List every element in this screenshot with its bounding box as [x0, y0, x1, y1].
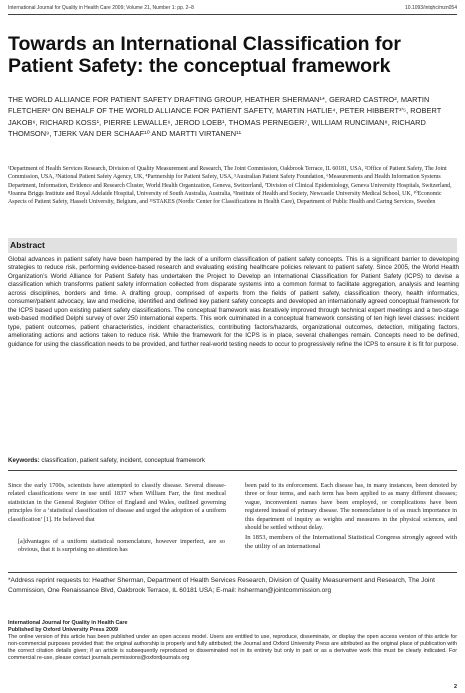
journal-name: International Journal for Quality in Health Care: [8, 620, 128, 626]
doi[interactable]: 10.1093/intqhc/mzn054: [405, 5, 457, 11]
body-right-paragraph: In 1853, members of the International Statistical Congress strongly agreed with the utility of an international: [245, 534, 457, 550]
journal-info: [8, 620, 457, 663]
footnote-rule: [8, 572, 457, 573]
header-rule: [8, 14, 457, 15]
abstract-text: Global advances in patient safety have been hampered by the lack of a uniform classification of patient safety concepts. This is a significant barrier to developing strategies to reduce risk, performing evidence-based research and evaluating existing healthcare policies relevant to patient safety. Since 2005, the World Health Organization’s World Alliance for Patient Safety has undertaken the Project to Develop an International Classification for Patient Safety (ICPS) to devise a classification which transforms patient safety information collected from disparate systems into a common format to facilitate aggregation, analysis and learning across disciplines, borders and time. A drafting group, comprised of experts from the fields of patient safety, classification theory, health informatics, consumer/patient advocacy, law and medicine, identified and defined key patient safety concepts and developed an internationally agreed conceptual framework for the ICPS based upon existing patient safety classifications. The conceptual framework was iteratively improved through technical expert meetings and a two-stage web-based modified Delphi survey of over 250 international experts. This work culminated in a conceptual framework consisting of ten high level classes: incident type, patient outcomes, patient characteristics, incident characteristics, contributing factors/hazards, organizational outcomes, detection, mitigating factors, ameliorating actions and actions taken to reduce risk. While the framework for the ICPS is in place, several challenges remain. Concepts need to be defined, guidance for using the classification needs to be provided, and further real-world testing needs to occur to progressively refine the ICPS to ensure it is fit for purpose.: [8, 256, 459, 348]
article-title: Towards an International Classification for Patient Safety: the conceptual framework: [8, 33, 401, 77]
page-number: 2: [454, 684, 457, 690]
body-left-paragraph: Since the early 1700s, scientists have attempted to classify disease. Several disease-related classifications were in use until 1837 when William Farr, the first medical statistician in the General Register Office of England and Wales, outlined governing principles for a ‘statistical classification of disease and urged the adoption of a uniform classification’ [1]. He believed that: [8, 482, 226, 523]
abstract-heading: Abstract: [8, 238, 457, 253]
author-list: THE WORLD ALLIANCE FOR PATIENT SAFETY DRAFTING GROUP, HEATHER SHERMAN¹*, GERARD CASTRO², MARTIN FLETCHER³ ON BEHALF OF THE WORLD ALLIANCE FOR PATIENT SAFETY, MARTIN HATLIE⁴, PETER HIBBERT³ʹ⁵, ROBERT JAKOB⁶, RICHARD KOSS¹, PIERRE LEWALLE⁶, JEROD LOEB¹, THOMAS PERNEGER⁷, WILLIAM RUNCIMAN⁸, RICHARD THOMSON⁹, TJERK VAN DER SCHAAF¹⁰ AND MARTTI VIRTANEN¹¹: [8, 95, 442, 138]
body-right-quote: been paid to its enforcement. Each disease has, in many instances, been denoted by three or four terms, and each term has been applied to as many different diseases; vague, inconvenient names have been employed, or complications have been registered instead of primary disease. The nomenclature is of as much importance in this department of inquiry as weights and measures in the physical sciences, and should be settled without delay.: [245, 482, 457, 532]
journal-citation: International Journal for Quality in Health Care 2009; Volume 21, Number 1: pp. 2–8: [8, 5, 194, 11]
body-left-quote: [a]dvantages of a uniform statistical nomenclature, however imperfect, are so obvious, that it is surprising no attention has: [18, 538, 225, 554]
license-text: The online version of this article has been published under an open access model. Users are entitled to use, reproduce, disseminate, or display the open access version of this article for non-commercial purposes provided that: the original authorship is properly and fully attributed; the Journal and Oxford University Press are attributed as the original place of publication with the correct citation details given; if an article is subsequently reproduced or disseminated not in its entirety but only in part or as a derivative work this must be clearly indicated. For commercial re-use, please contact journals.permissions@oxfordjournals.org: [8, 634, 457, 662]
keywords: [8, 457, 457, 464]
keywords-rule: [8, 470, 457, 471]
keywords-text: classification, patient safety, incident, conceptual framework: [41, 457, 205, 464]
affiliations: ¹Department of Health Services Research, Division of Quality Measurement and Research, The Joint Commission, Oakbrook Terrace, IL 60181, USA, ²Office of Patient Safety, The Joint Commission, USA, ³National Patient Safety Agency, UK, ⁴Partnership for Patient Safety, USA, ⁵Australian Patient Safety Foundation, ⁶Measurements and Health Information Systems Department, Information, Evidence and Research Cluster, World Health Organization, Geneva, Switzerland, ⁷Division of Clinical Epidemiology, Geneva University Hospitals, Switzerland, ⁸Joanna Briggs Institute and Royal Adelaide Hospital, University of South Australia, Australia, ⁹Institute of Health and Society, Newcastle University Medical School, UK, ¹⁰Economic Aspects of Patient Safety, Hasselt University, Belgium, and ¹¹STAKES (Nordic Center for Classifications in Health Care), Department of Public Health and Caring Services, Sweden: [8, 166, 452, 206]
correspondence-note: *Address reprint requests to: Heather Sherman, Department of Health Services Research, Division of Quality Measurement and Research, The Joint Commission, One Renaissance Blvd, Oakbrook Terrace, IL 60181 USA; E-mail: hsherman@jointcommission.org: [8, 577, 435, 594]
keywords-label: Keywords:: [8, 457, 40, 464]
publisher-line: Published by Oxford University Press 2009: [8, 627, 118, 634]
running-head: [8, 5, 457, 11]
